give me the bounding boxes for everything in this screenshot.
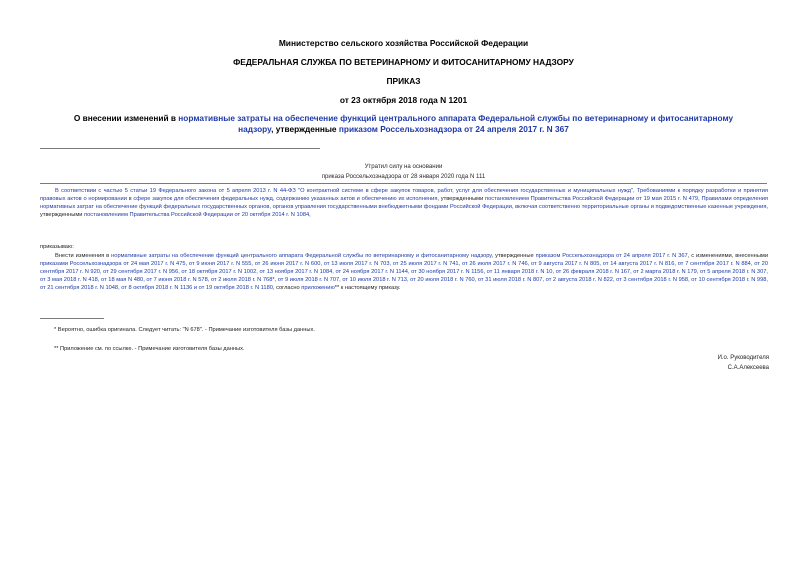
footnote-divider — [40, 318, 104, 319]
order-paragraph — [40, 252, 768, 292]
order-text: , согласно — [272, 285, 302, 292]
repeal-notice-label: Утратил силу на основании — [364, 163, 443, 170]
order-text: , с изменениями, внесенными — [687, 253, 768, 259]
date-number-heading: от 23 октября 2018 года N 1201 — [339, 95, 468, 105]
order-text: , утвержденные — [491, 253, 536, 259]
divider — [40, 183, 767, 184]
standards-link[interactable]: нормативные затраты на обеспечение функций центрального аппарата Федеральной службы по ветеринарному и фитосанитарному надзору — [111, 253, 492, 259]
preamble-text: , — [309, 212, 311, 219]
divider — [40, 148, 320, 149]
title-middle: , утвержденные — [271, 124, 339, 134]
preamble-text: , утвержденными — [437, 196, 486, 203]
signatory-position: И.о. Руководителя — [717, 355, 769, 361]
order-text: Внести изменения в — [55, 253, 112, 259]
resolution-1084-link[interactable]: постановлением Правительства Российской Федерации от 20 октября 2014 г. N 1084 — [84, 212, 310, 219]
signatory-name: С.А.Алексеева — [727, 365, 769, 371]
service-heading: ФЕДЕРАЛЬНАЯ СЛУЖБА ПО ВЕТЕРИНАРНОМУ И ФИТОСАНИТАРНОМУ НАДЗОРУ — [233, 57, 574, 67]
order-text: ** к настоящему приказу. — [334, 285, 401, 292]
preamble-text: , утвержденными — [40, 204, 768, 219]
amending-orders-link[interactable]: приказами Россельхознадзора от 24 мая 2017 г. N 475, от 9 июня 2017 г. N 555, от 26 июня 2017 г. N 600, от 13 июля 2017 г. N 703, от 25 июля 2017 г. N 741, от 26 июля 2017 г. N 746, от 9 августа 2017 г. N 805, от 14 августа 2017 г. N 816, от 7 сентября 2017 г. N 884, от 20 сентября 2017 г. N 920, от 29 сентября 2017 г. N 956, от 18 октября 2017 г. N 1002, от 13 ноября 2017 г. N 1084, от 24 ноября 2017 г. N 1144, от 30 ноября 2017 г. N 1156, от 11 января 2018 г. N 10, от 26 февраля 2018 г. N 167, от 2 марта 2018 г. N 179, от 5 апреля 2018 г. N 307, от 3 мая 2018 г. N 418, от 18 мая N 480, от 7 июня 2018 г. N 578, от 2 июля 2018 г. N 768*, от 9 июля 2018 г. N 707, от 10 июля 2018 г. N 713, от 20 июля 2018 г. N 760, от 31 июля 2018 г. N 807, от 2 августа 2018 г. N 822, от 3 сентября 2018 г. N 958, от 10 сентября 2018 г. N 998, от 21 сентября 2018 г. N 1048, от 8 октября 2018 г. N 1136 и от 19 октября 2018 г. N 1180 — [40, 261, 768, 292]
footnote-1: * Вероятно, ошибка оригинала. Следует читать: "N 678". - Примечание изготовителя базы данных. — [54, 327, 315, 333]
order-367-link[interactable]: приказом Россельхознадзора от 24 апреля 2017 г. N 367 — [535, 253, 688, 259]
footnote-2: ** Приложение см. по ссылке. - Примечание изготовителя базы данных. — [54, 346, 245, 352]
order-word: приказываю: — [40, 244, 74, 250]
preamble-paragraph — [40, 187, 768, 219]
resolution-479-link[interactable]: постановлением Правительства Российской Федерации от 19 мая 2015 г. N 479, Правилами определения нормативных затрат на обеспечение функций федеральных государственных органов, органов управления государственными внебюджетными фондами Российской Федерации, включая соответственно территориальные органы и подведомственные казенные учреждения — [40, 196, 769, 211]
document-type-heading: ПРИКАЗ — [386, 76, 421, 86]
title-link-order-367[interactable]: приказом Россельхознадзора от 24 апреля 2017 г. N 367 — [338, 124, 569, 134]
appendix-link[interactable]: приложению — [301, 285, 335, 292]
title-prefix: О внесении изменений в — [73, 113, 179, 123]
law-references-link[interactable]: В соответствии с частью 5 статьи 19 Федерального закона от 5 апреля 2013 г. N 44-ФЗ "О контрактной системе в сфере закупок товаров, работ, услуг для обеспечения государственных и муниципальных нужд", Требованиями к порядку разработки и принятия правовых актов о нормировании в сфере закупок для обеспечения федеральных нужд, содержанию указанных актов и обеспечению их исполнения — [40, 188, 768, 203]
title-link-standards[interactable]: нормативные затраты на обеспечение функций центрального аппарата Федеральной службы по ветеринарному и фитосанитарному надзору — [178, 113, 734, 134]
document-title — [60, 113, 747, 135]
repeal-notice-link[interactable]: приказа Россельхознадзора от 28 января 2020 года N 111 — [321, 173, 486, 180]
ministry-heading: Министерство сельского хозяйства Российской Федерации — [278, 38, 529, 48]
